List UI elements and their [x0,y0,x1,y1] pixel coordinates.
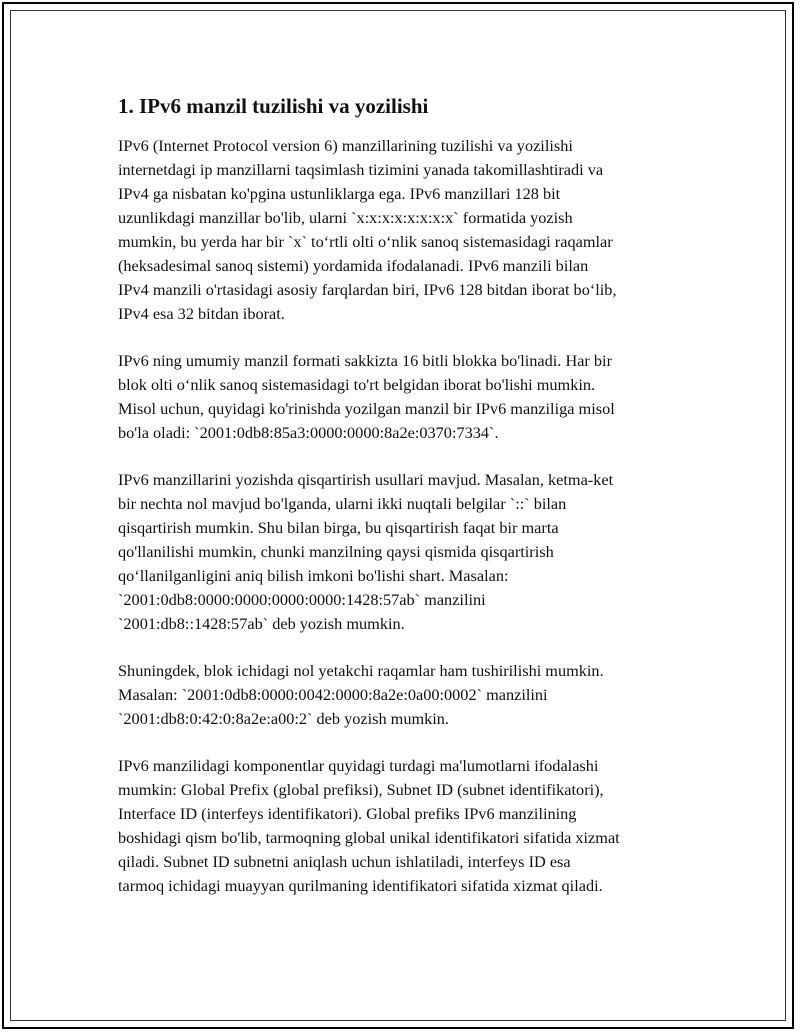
paragraph-ipv6-structure [118,134,690,326]
paragraph-abbreviation [118,468,690,636]
paragraph-components [118,754,690,898]
text-line: bir nechta nol mavjud bo'lganda, ularni ikki nuqtali belgilar `::` bilan [118,494,567,513]
text-line: mumkin: Global Prefix (global prefiksi), Subnet ID (subnet identifikatori), [118,780,604,799]
text-line: qiladi. Subnet ID subnetni aniqlash uchun ishlatiladi, interfeys ID esa [118,852,571,871]
text-line: Interface ID (interfeys identifikatori). Global prefiks IPv6 manzilining [118,804,577,823]
text-line: IPv6 manzillarini yozishda qisqartirish usullari mavjud. Masalan, ketma-ket [118,470,614,489]
text-line: IPv4 esa 32 bitdan iborat. [118,304,285,323]
text-line: bo'la oladi: `2001:0db8:85a3:0000:0000:8a2e:0370:7334`. [118,423,499,442]
text-line: IPv4 manzili o'rtasidagi asosiy farqlardan biri, IPv6 128 bitdan iborat bo‘lib, [118,280,617,299]
section-heading: 1. IPv6 manzil tuzilishi va yozilishi [118,94,429,118]
text-line: Masalan: `2001:0db8:0000:0042:0000:8a2e:0a00:0002` manzilini [118,685,548,704]
text-line: `2001:db8:0:42:0:8a2e:a00:2` deb yozish mumkin. [118,709,450,728]
text-line: IPv6 manzilidagi komponentlar quyidagi turdagi ma'lumotlarni ifodalashi [118,756,599,775]
text-line: IPv6 ning umumiy manzil formati sakkizta 16 bitli blokka bo'linadi. Har bir [118,351,613,370]
text-line: IPv6 (Internet Protocol version 6) manzillarining tuzilishi va yozilishi [118,136,573,155]
text-line: qisqartirish mumkin. Shu bilan birga, bu qisqartirish faqat bir marta [118,518,559,537]
text-line: uzunlikdagi manzillar bo'lib, ularni `x:x:x:x:x:x:x:x` formatida yozish [118,208,573,227]
text-line: IPv4 ga nisbatan ko'pgina ustunliklarga ega. IPv6 manzillari 128 bit [118,184,561,203]
text-line: Shuningdek, blok ichidagi nol yetakchi raqamlar ham tushirilishi mumkin. [118,661,604,680]
text-line: (heksadesimal sanoq sistemi) yordamida ifodalanadi. IPv6 manzili bilan [118,256,589,275]
text-line: Misol uchun, quyidagi ko'rinishda yozilgan manzil bir IPv6 manziliga misol [118,399,615,418]
text-line: `2001:db8::1428:57ab` deb yozish mumkin. [118,614,405,633]
text-line: boshidagi qism bo'lib, tarmoqning global unikal identifikatori sifatida xizmat [118,828,620,847]
text-line: mumkin, bu yerda har bir `x` to‘rtli olti o‘nlik sanoq sistemasidagi raqamlar [118,232,613,251]
document-body [118,92,690,921]
text-line: blok olti o‘nlik sanoq sistemasidagi to'rt belgidan iborat bo'lishi mumkin. [118,375,596,394]
text-line: qo'llanilishi mumkin, chunki manzilning qaysi qismida qisqartirish [118,542,554,561]
paragraph-address-format [118,349,690,445]
text-line: `2001:0db8:0000:0000:0000:0000:1428:57ab` manzilini [118,590,486,609]
paragraph-leading-zeros [118,659,690,731]
text-line: tarmoq ichidagi muayyan qurilmaning identifikatori sifatida xizmat qiladi. [118,876,603,895]
text-line: qo‘llanilganligini aniq bilish imkoni bo'lishi shart. Masalan: [118,566,509,585]
text-line: internetdagi ip manzillarni taqsimlash tizimini yanada takomillashtiradi va [118,160,604,179]
